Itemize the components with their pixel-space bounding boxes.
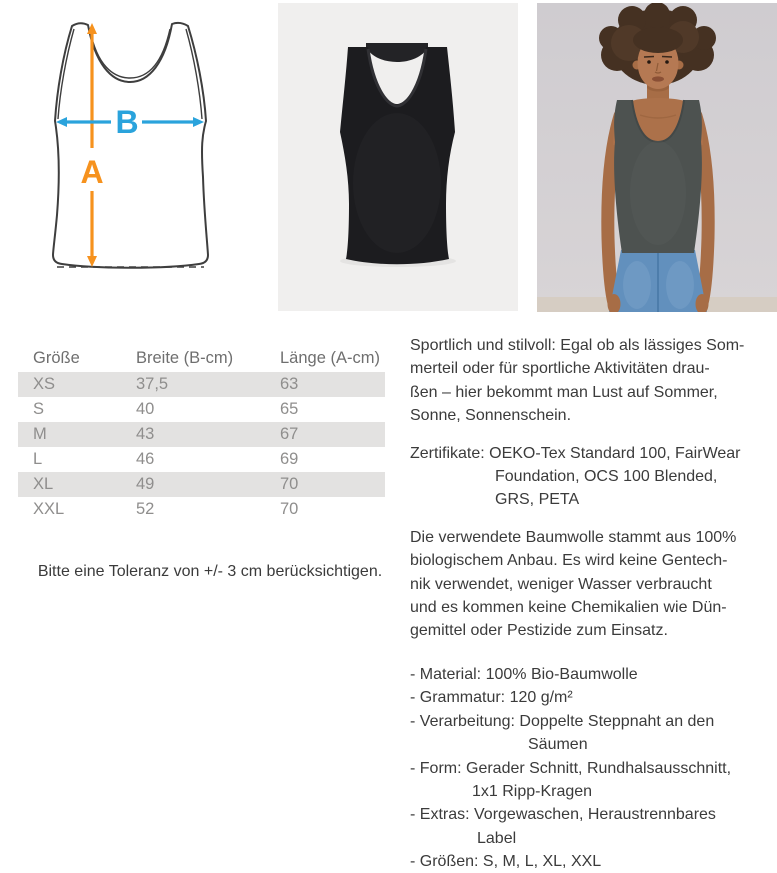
cell-size: L [33,450,43,468]
text-line: - Extras: Vorgewaschen, Heraustrennbares [410,806,716,824]
size-table-header-row [18,345,385,372]
cell-size: M [33,425,47,443]
model-jeans [609,247,707,312]
text-line: Label [477,829,517,847]
measurement-label-a: A [80,154,104,190]
description-intro [410,334,777,428]
text-line: - Material: 100% Bio-Baumwolle [410,665,638,683]
text-line: Die verwendete Baumwolle stammt aus 100% [410,528,737,546]
cell-length: 67 [280,425,299,443]
cell-length: 69 [280,450,299,468]
text-line: - Grammatur: 120 g/m² [410,689,573,707]
text-line: nik verwendet, weniger Wasser verbraucht [410,575,712,593]
text-line: 1x1 Ripp-Kragen [472,782,593,800]
table-row [18,472,385,497]
cell-width: 49 [136,475,155,493]
text-line: GRS, PETA [495,491,580,509]
text-line: biologischem Anbau. Es wird keine Gentech- [410,552,728,570]
table-row [18,397,385,422]
table-row [18,497,385,522]
cell-width: 43 [136,425,155,443]
cell-length: 65 [280,400,299,418]
text-line: Sportlich und stilvoll: Egal ob als lässiges Som- [410,337,745,354]
cell-width: 46 [136,450,155,468]
text-line: - Verarbeitung: Doppelte Steppnaht an den [410,712,715,730]
product-photo-model [537,3,777,312]
size-diagram-panel [25,15,235,293]
text-line: merteil oder für sportliche Aktivitäten drau- [410,360,710,378]
size-table [18,345,385,522]
text-line: Zertifikate: OEKO-Tex Standard 100, FairWear [410,444,741,462]
description-details [410,663,777,873]
cell-size: XL [33,475,54,493]
black-tank-top-image [278,3,518,311]
tank-outline [53,23,208,268]
cell-size: XS [33,375,56,393]
col-header-width: Breite (B-cm) [136,349,234,367]
product-description [410,334,777,873]
text-line: Säumen [528,736,588,754]
text-line: Sonne, Sonnenschein. [410,407,572,425]
text-line: gemittel oder Pestizide zum Einsatz. [410,622,668,640]
cell-size: XXL [33,500,65,518]
text-line: - Form: Gerader Schnitt, Rundhalsausschnitt, [410,759,732,777]
col-header-size: Größe [33,349,80,367]
product-photo-flat [278,3,518,311]
table-row [18,372,385,397]
cell-width: 52 [136,500,155,518]
text-line: Foundation, OCS 100 Blended, [495,468,718,486]
text-line: und es kommen keine Chemikalien wie Dün- [410,599,727,617]
description-cotton [410,526,777,643]
cell-length: 70 [280,500,299,518]
description-certificates [410,442,777,512]
tolerance-note: Bitte eine Toleranz von +/- 3 cm berücksichtigen. [37,563,383,580]
cell-size: S [33,400,45,418]
cell-length: 70 [280,475,299,493]
table-row [18,422,385,447]
cell-width: 40 [136,400,155,418]
text-line: ßen – hier bekommt man Lust auf Sommer, [410,383,718,401]
model-fringe [633,27,683,53]
cell-length: 63 [280,375,299,393]
text-line: - Größen: S, M, L, XL, XXL [410,853,602,871]
cell-width: 37,5 [136,375,169,393]
measurement-label-b: B [115,104,139,140]
model-image [537,3,777,312]
size-diagram [25,15,235,293]
col-header-length: Länge (A-cm) [280,349,380,367]
table-row [18,447,385,472]
